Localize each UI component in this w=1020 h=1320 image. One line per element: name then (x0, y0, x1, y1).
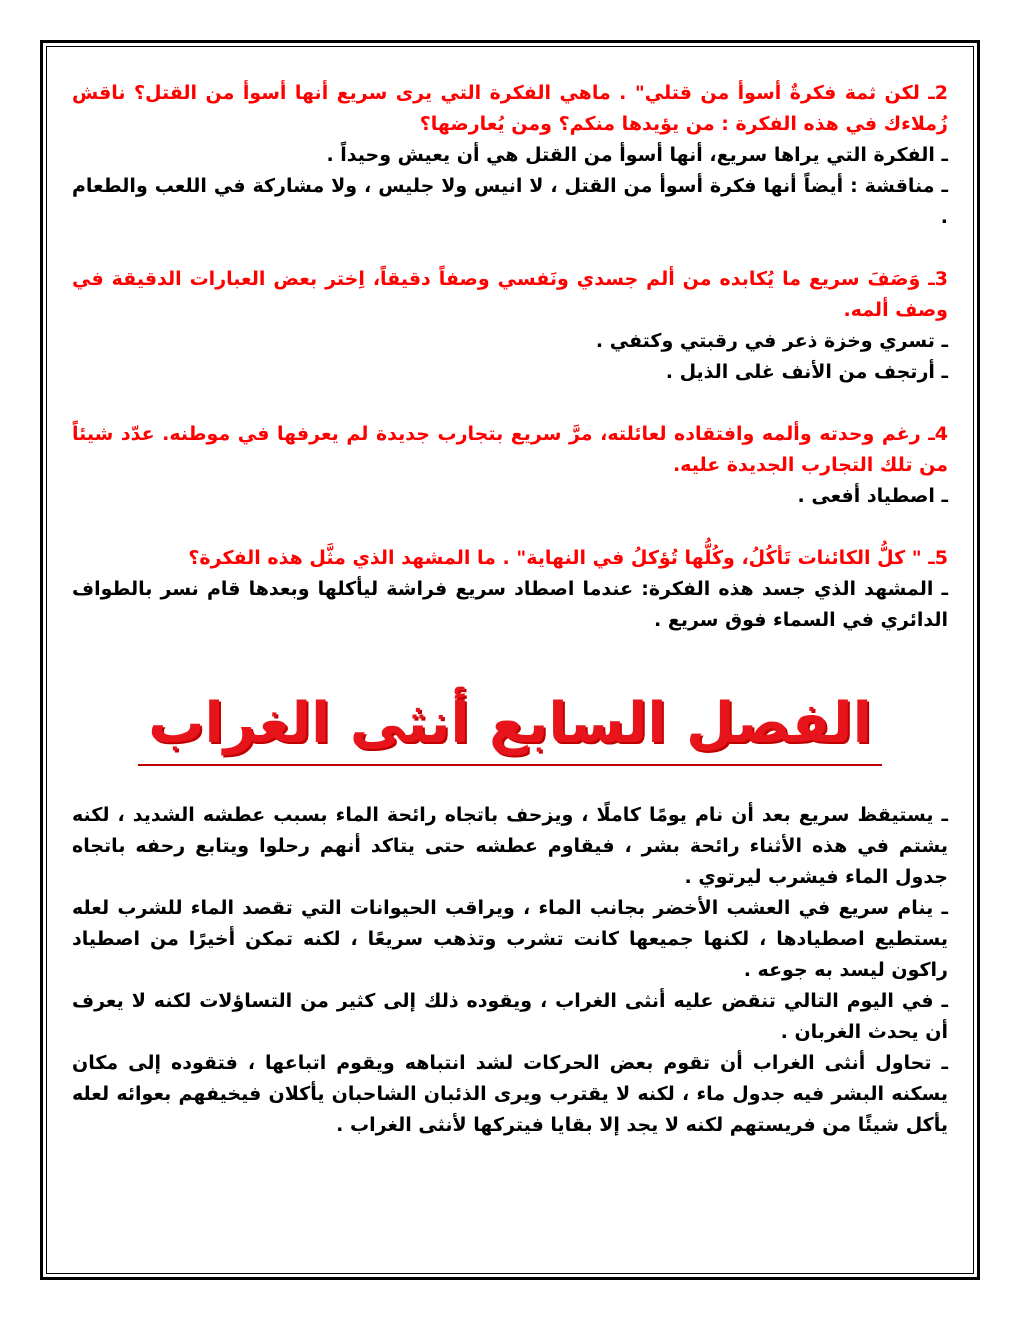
question-2-text: 2ـ لكن ثمة فكرةٌ أسوأ من قتلي" . ماهي الفكرة التي يرى سريع أنها أسوأ من القتل؟ ناقش زُملاءك في هذه الفكرة : من يؤيدها منكم؟ ومن يُعارضها؟ (72, 82, 948, 135)
question-2-answer-1: ـ الفكرة التي يراها سريع، أنها أسوأ من القتل هي أن يعيش وحيداً . (326, 144, 948, 166)
question-2 (72, 78, 948, 233)
question-3 (72, 264, 948, 388)
question-3-answer-1: ـ تسري وخزة ذعر في رقبتي وكتفي . (595, 330, 948, 352)
question-3-answer-2: ـ أرتجف من الأنف غلى الذيل . (665, 361, 948, 383)
question-3-text: 3ـ وَصَفَ سريع ما يُكابده من ألم جسدي ونَفسي وصفاً دقيقاً، اِختر بعض العبارات الدقيقة في وصف ألمه. (72, 268, 948, 321)
summary-paragraph-2: ـ ينام سريع في العشب الأخضر بجانب الماء ، ويراقب الحيوانات التي تقصد الماء للشرب لعله يستطيع اصطيادها ، لكنها جميعها كانت تشرب وتذهب سريعًا ، لكنه تمكن أخيرًا من اصطياد راكون ليسد به جوعه . (72, 897, 948, 981)
question-4 (72, 419, 948, 512)
question-4-text: 4ـ رغم وحدته وألمه وافتقاده لعائلته، مرَّ سريع بتجارب جديدة لم يعرفها في موطنه. عدّد شيئاً من تلك التجارب الجديدة عليه. (72, 423, 948, 476)
question-5-answer-1: ـ المشهد الذي جسد هذه الفكرة: عندما اصطاد سريع فراشة ليأكلها وبعدها قام نسر بالطواف الدائري في السماء فوق سريع . (72, 578, 948, 631)
question-5 (72, 543, 948, 636)
chapter-heading (72, 688, 948, 766)
question-5-text: 5ـ " كلُّ الكائنات تَأكُلُ، وكُلُّها تُؤكلُ في النهاية" . ما المشهد الذي مثَّل هذه الفكرة؟ (188, 547, 948, 569)
question-4-answer-1: ـ اصطياد أفعى . (797, 485, 948, 507)
summary-paragraph-4: ـ تحاول أنثى الغراب أن تقوم بعض الحركات لشد انتباهه ويقوم اتباعها ، فتقوده إلى مكان يسكنه البشر فيه جدول ماء ، لكنه لا يقترب ويرى الذئبان الشاحبان يأكلان فيخيفهم بعوائه لعله يأكل شيئًا من فريستهم لكنه لا يجد إلا بقايا فيتركها لأنثى الغراب . (72, 1052, 948, 1136)
question-2-answer-2: ـ مناقشة : أيضاً أنها فكرة أسوأ من القتل ، لا انيس ولا جليس ، ولا مشاركة في اللعب والطعام . (72, 175, 948, 228)
document-body (72, 78, 948, 1141)
chapter-title: الفصل السابع أنثى الغراب (138, 688, 882, 766)
summary-paragraph-1: ـ يستيقظ سريع بعد أن نام يومًا كاملًا ، ويزحف باتجاه رائحة الماء بسبب عطشه الشديد ، لكنه يشتم في هذه الأثناء رائحة بشر ، فيقاوم عطشه حتى يتاكد أنهم رحلوا ويتابع رحفه باتجاه جدول الماء فيشرب ليرتوي . (72, 804, 948, 888)
summary-paragraph-3: ـ في اليوم التالي تنقض عليه أنثى الغراب ، ويقوده ذلك إلى كثير من التساؤلات لكنه لا يعرف أن يحدث الغربان . (72, 990, 948, 1043)
chapter-summary (72, 800, 948, 1141)
